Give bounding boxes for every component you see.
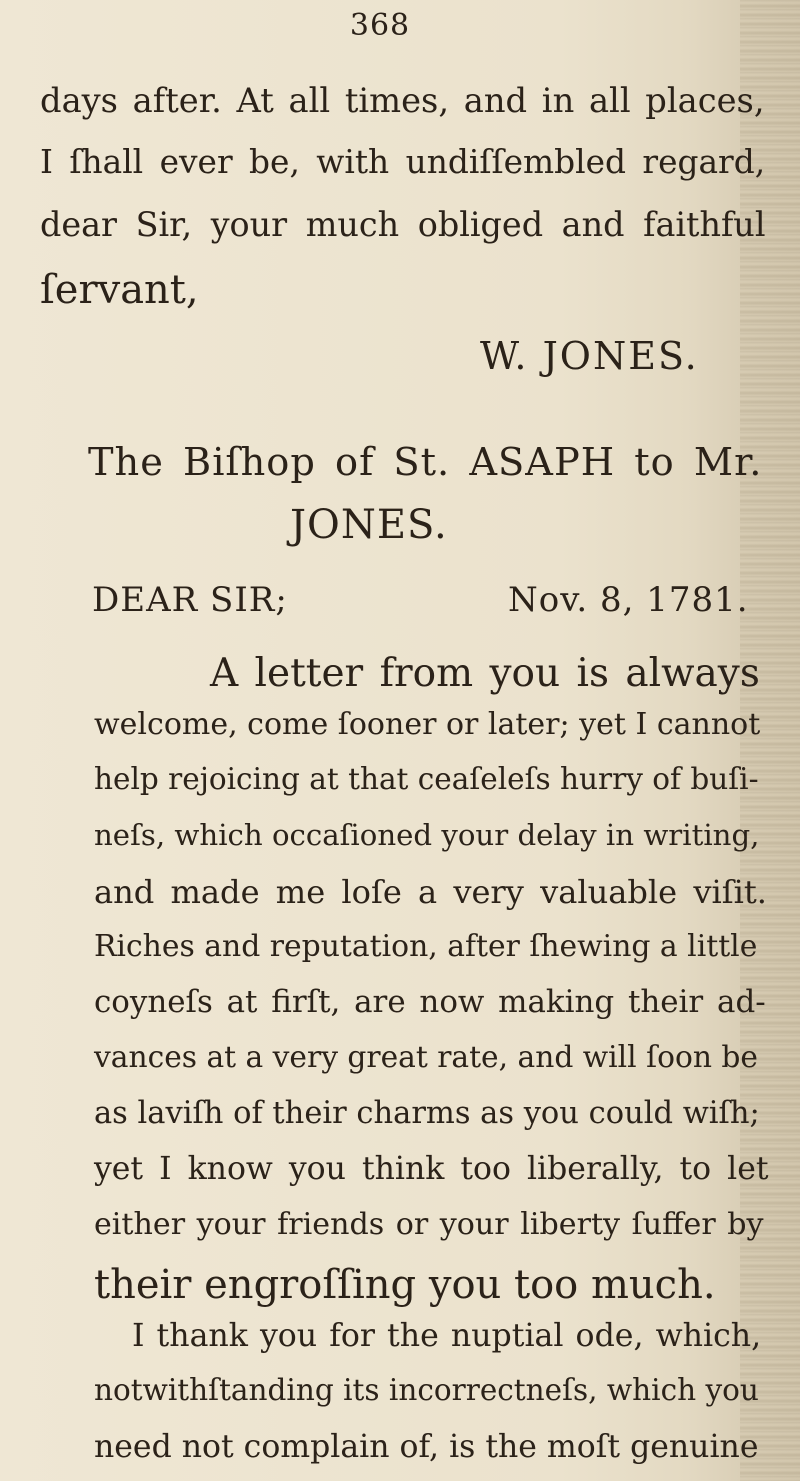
body-line: vances at a very great rate, and will ſoon be bbox=[94, 1040, 758, 1075]
body-line: and made me loſe a very valuable viſit. bbox=[94, 873, 767, 911]
body-line: yet I know you think too liberally, to let bbox=[94, 1151, 769, 1187]
letter-heading-line-2: JONES. bbox=[290, 502, 448, 548]
body-line: I thank you for the nuptial ode, which, bbox=[132, 1318, 762, 1354]
page-number: 368 bbox=[349, 8, 411, 43]
closing-line-4: ſervant, bbox=[40, 267, 199, 313]
closing-line-3: dear Sir, your much obliged and faithful bbox=[40, 205, 766, 244]
letter-heading-line-1: The Biſhop of St. ASAPH to Mr. bbox=[88, 440, 763, 485]
body-line: help rejoicing at that ceaſeleſs hurry of buſi- bbox=[94, 762, 759, 796]
body-line: welcome, come ſooner or later; yet I cannot bbox=[94, 707, 761, 742]
salutation: DEAR SIR; bbox=[92, 580, 288, 620]
closing-line-1: days after. At all times, and in all places, bbox=[40, 81, 765, 120]
closing-line-2: I ſhall ever be, with undiſſembled regard, bbox=[40, 143, 766, 181]
body-line: coyneſs at firſt, are now making their ad- bbox=[94, 984, 766, 1020]
body-line: their engroſſing you too much. bbox=[94, 1262, 716, 1308]
body-line: A letter from you is always bbox=[210, 651, 760, 696]
body-line: as laviſh of their charms as you could wiſh; bbox=[94, 1096, 760, 1131]
signature: W. JONES. bbox=[480, 334, 699, 378]
body-line: notwithſtanding its incorrectneſs, which you bbox=[94, 1373, 759, 1407]
body-line: Riches and reputation, after ſhewing a little bbox=[94, 929, 758, 964]
letter-date: Nov. 8, 1781. bbox=[508, 580, 749, 620]
body-line: need not complain of, is the moſt genuine bbox=[94, 1429, 759, 1465]
body-line: either your friends or your liberty ſuffer by bbox=[94, 1207, 764, 1242]
body-line: neſs, which occaſioned your delay in writing, bbox=[94, 818, 760, 852]
